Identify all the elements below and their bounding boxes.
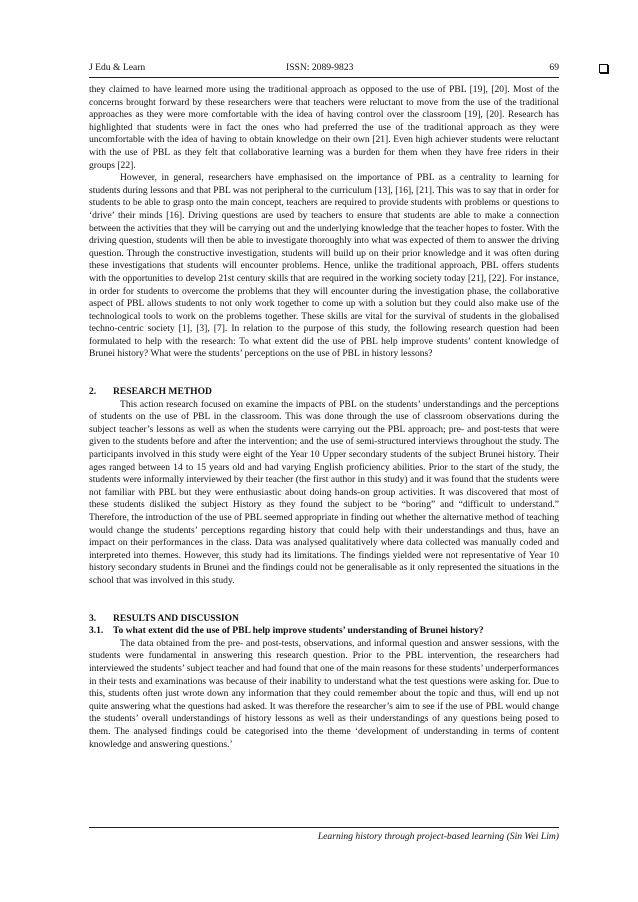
checkbox-bullet-icon <box>599 64 608 73</box>
section-title: RESEARCH METHOD <box>113 386 212 398</box>
section-title: RESULTS AND DISCUSSION <box>113 612 239 624</box>
paragraph-3: This action research focused on examine the impacts of PBL on the students’ understandings and the perceptions of students on the use of PBL in the classroom. This was done through the use of classroom observations during the subject teacher’s lessons as well as when the students were carrying out the PBL approach; pre- and post-tests that were given to the students before and after the intervention; and the use of semi-structured interviews throughout the study. The participants involved in this study were eight of the Year 10 Upper secondary students of the subject Brunei history. Their ages ranged between 14 to 15 years old and had varying English proficiency abilities. Prior to the start of the study, the students were informally interviewed by their teacher (the first author in this study) and it was found that the students were not familiar with PBL but they were enthusiastic about doing hands-on group activities. It was discovered that most of these students disliked the subject History as they found the subject to be “boring” and “difficult to understand.” Therefore, the introduction of the use of PBL seemed appropriate in finding out whether the alternative method of teaching would change the students’ perceptions regarding history that could help with their understandings and thus, have an impact on their performances in the class. Data was analysed qualitatively where data collected was manually coded and interpreted into themes. However, this study had its limitations. The findings yielded were not representative of Year 10 history secondary students in Brunei and the findings could not be generalisable as it only represented the situations in the school that was involved in this study. <box>89 398 559 586</box>
footer-rule <box>89 827 559 828</box>
section-heading-results <box>89 613 559 626</box>
subsection-number: 3.1. <box>89 625 104 637</box>
paragraph-4: The data obtained from the pre- and post-tests, observations, and informal question and answer sessions, with the students were fundamental in answering this research question. Prior to the PBL intervention, the researchers had interviewed the students’ subject teacher and had found that one of the main reasons for these students’ underperformances in their tests and examinations was because of their inability to understand what the test questions were asking for. Due to this, students often just wrote down any information that they could remember about the topic and thus, will end up not quite answering what the questions had asked. It was therefore the researcher’s aim to see if the use of PBL would change the students’ overall understandings of history lessons as well as their understandings of any questions being posed to them. The analysed findings could be categorised into the theme ‘development of understanding in terms of content knowledge and answering questions.’ <box>89 637 559 750</box>
section-number: 2. <box>89 386 97 398</box>
subsection-heading-3-1 <box>89 625 559 638</box>
issn-label: ISSN: 2089-9823 <box>286 62 354 73</box>
journal-name: J Edu & Learn <box>89 62 146 73</box>
paragraph-1: they claimed to have learned more using the traditional approach as opposed to the use of PBL [19], [20]. Most of the concerns brought forward by these researchers were that teachers were reluctant to move from the use of the traditional approaches as they were more comfortable with the idea of having control over the classroom [19], [20]. Research has highlighted that students were in fact the ones who had preferred the use of the traditional approach as they were uncomfortable with the idea of having to obtain knowledge on their own [21]. Even high achiever students were reluctant with the use of PBL as they felt that collaborative learning was a burden for them when they have free riders in their groups [22]. <box>89 84 559 171</box>
paragraph-2: However, in general, researchers have emphasised on the importance of PBL as a centrality to learning for students during lessons and that PBL was not peripheral to the curriculum [13], [16], [21]. This was to say that in order for students to be able to grasp onto the main concept, teachers are required to provide students with problems or questions to ‘drive’ their minds [16]. Driving questions are used by teachers to ensure that students are able to make a connection between the activities that they will be carrying out and the underlying knowledge that the teacher hopes to foster. With the driving question, students will then be able to investigate thoroughly into what was expected of them to answer the driving question. Through the constructive investigation, students will build up on their prior knowledge and it was often during these investigations that students will encounter problems. Hence, unlike the traditional approach, PBL offers students with the opportunities to develop 21st century skills that are required in the working society today [21], [22]. For instance, in order for students to overcome the problems that they will encounter during the investigation phase, the collaborative aspect of PBL allows students to not only work together to come up with a solution but they could also make use of the technological tools to work on the problems together. These skills are vital for the survival of students in the globalised techno-centric society [1], [3], [7]. In relation to the purpose of this study, the following research question had been formulated to help with the research: To what extent did the use of PBL help improve students’ content knowledge of Brunei history? What were the students’ perceptions on the use of PBL in history lessons? <box>89 172 560 360</box>
article-body <box>89 84 559 751</box>
subsection-title: To what extent did the use of PBL help improve students’ understanding of Brunei history? <box>113 625 484 637</box>
header-rule <box>89 77 559 78</box>
page-header <box>89 62 559 76</box>
page-number: 69 <box>549 62 559 73</box>
section-heading-research-method <box>89 386 559 399</box>
section-number: 3. <box>89 612 97 624</box>
running-footer: Learning history through project-based learning (Sin Wei Lim) <box>317 831 559 842</box>
